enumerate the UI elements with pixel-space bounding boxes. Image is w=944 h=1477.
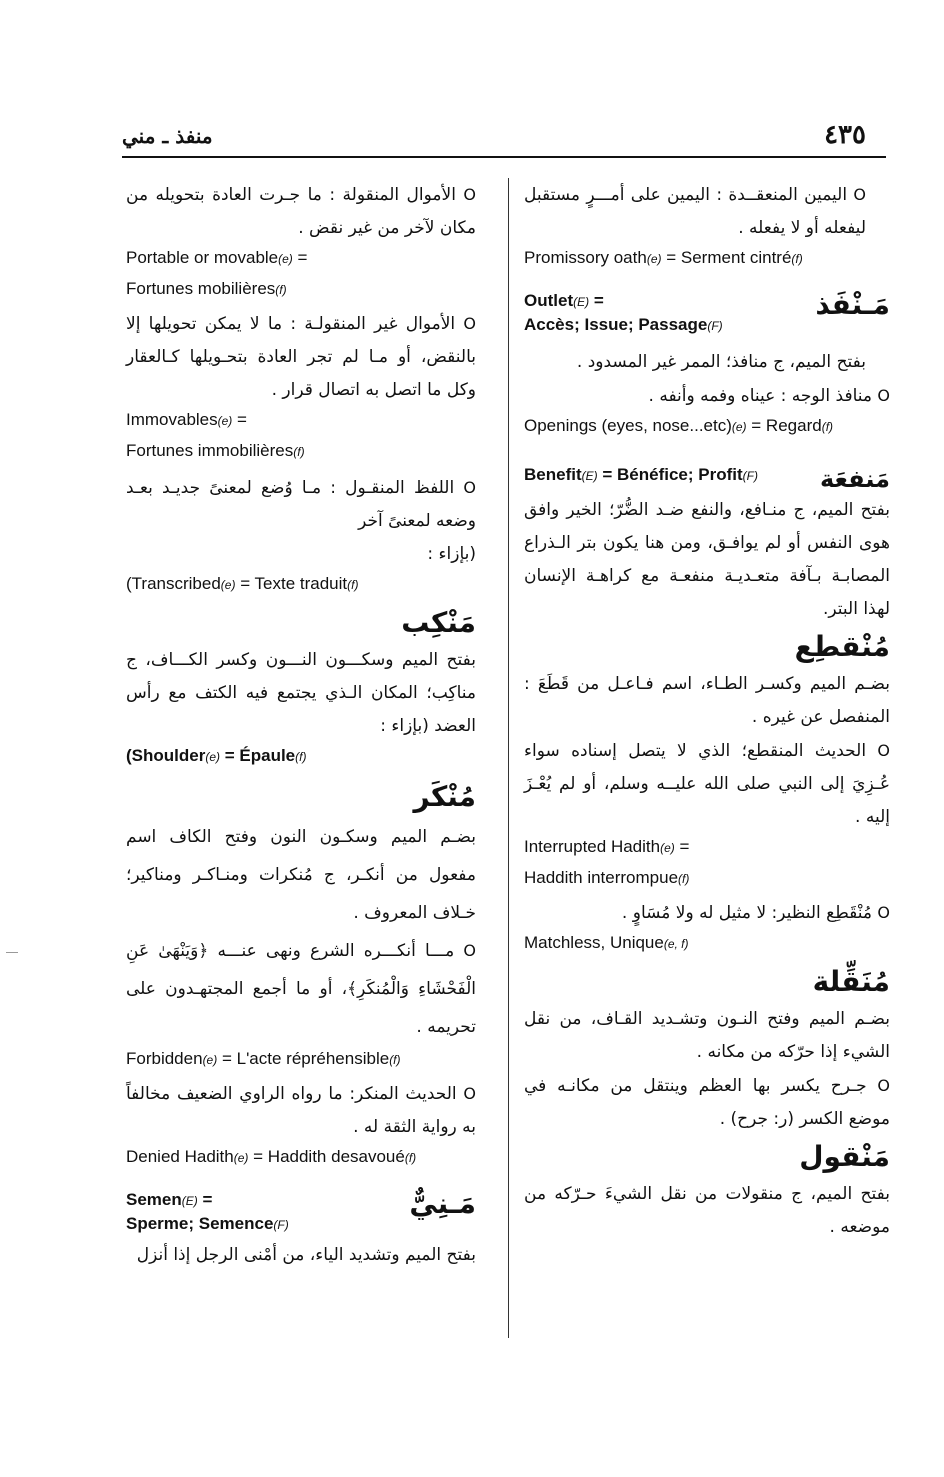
entry-sub-text: O جـرح يكسر بها العظم وينتقل من مكانـه في موضع الكسر (ر: جرح) . xyxy=(524,1076,891,1129)
entry-sub-text: O منافذ الوجه : عيناه وفمه وأنفه . xyxy=(648,386,890,406)
entry-sub-text: (بإزاء : xyxy=(427,544,476,564)
entry-translation: Forbidden(e) = L'acte répréhensible(f) xyxy=(126,1049,401,1068)
headword-row xyxy=(524,458,890,494)
entry-translation: (Transcribed(e) = Texte traduit(f) xyxy=(126,574,359,593)
entry-definition: بفتح الميم، ج منقولات من نقل الشيءَ حـرّكه من موضعه . xyxy=(524,1184,890,1237)
entry-translation: Fortunes immobilières(f) xyxy=(126,441,305,460)
entry-definition: بضـم الميم وكسـر الطـاء، اسم فـاعـل من قَطَعَ : المنفصل عن غيره . xyxy=(524,674,890,727)
entry-translation: Immovables(e) = xyxy=(126,410,247,429)
entry-sub-text: O اللفظ المنقـول : مـا وُضع لمعنىً جديـد بعـد وضعه لمعنىً آخر xyxy=(126,478,476,531)
entry-translation: Haddith interrompue(f) xyxy=(524,868,690,887)
headword-translation: Outlet(E) = xyxy=(524,291,604,310)
column-divider xyxy=(508,178,509,1338)
headword: مُنْكَر xyxy=(413,780,476,813)
headword-row xyxy=(524,284,890,336)
headword: مَـنْفَذ xyxy=(815,288,890,321)
page-header xyxy=(122,118,886,158)
entry-sub-text: O مـــا أنكـــره الشرع ونهى عنـــه ﴿وَيَنْهَىٰ عَنِ الْفَحْشَاءِ وَالْمُنكَرِ﴾، أو ما أجمع المجتهـدون على تحريمه . xyxy=(126,941,477,1037)
entry-sub-text: O الحديث المنقطع؛ الذي لا يتصل إسناده سواء عُـزِيَ إلى النبي صلى الله عليــه وسلم، أو لم يُعْـزَ إليه . xyxy=(524,741,890,827)
headword-translation: Semen(E) = xyxy=(126,1190,213,1209)
headword: مَنْكِب xyxy=(401,606,476,639)
entry-definition: بفتح الميم وسكـــون النـــون وكسر الكـــاف، ج مناكِب؛ المكان الـذي يجتمع فيه الكتف مع رأس العضد (بإزاء : xyxy=(126,650,476,736)
headword: مُنْقطِع xyxy=(794,630,890,663)
entry-translation: Portable or movable(e) = xyxy=(126,248,308,267)
headword-translation: Benefit(E) = Bénéfice; Profit(F) xyxy=(524,465,758,484)
headword-translation: Accès; Issue; Passage(F) xyxy=(524,315,723,334)
headword: مَـنِيٌّ xyxy=(409,1187,476,1220)
entry-definition: بفتح الميم وتشديد الياء، من أمْنى الرجل إذا أنزل xyxy=(136,1245,476,1265)
entry-definition: بفتح الميم، ج منافذ؛ الممر غير المسدود . xyxy=(576,352,866,372)
entry-translation: Fortunes mobilières(f) xyxy=(126,279,287,298)
margin-mark xyxy=(6,952,18,953)
entry-translation: Promissory oath(e) = Serment cintré(f) xyxy=(524,248,803,267)
entry-sub-text: O الأموال غير المنقولـة : ما لا يمكن تحويلها إلا بالنقض، أو مـا لم تجر العادة بتحـويلها كـالعقار وكل ما اتصل به اتصال قرار . xyxy=(126,314,476,400)
entry-sub-text: O الحديث المنكر: ما رواه الراوي الضعيف مخالفاً به رواية الثقة له . xyxy=(126,1084,477,1137)
headword-translation: Sperme; Semence(F) xyxy=(126,1214,289,1233)
right-column xyxy=(524,178,890,1244)
entry-definition: بضـم الميم وسكـون النون وفتح الكاف اسم مفعول من أنكـر، ج مُنكرات ومنـاكـر ومناكير؛ خـلاف المعروف . xyxy=(126,827,476,923)
entry-translation: Matchless, Unique(e, f) xyxy=(524,933,689,952)
entry-translation: Denied Hadith(e) = Haddith desavoué(f) xyxy=(126,1147,417,1166)
entry-sub-text: O اليمين المنعقــدة : اليمين على أمـــرٍ مستقبل ليفعله أو لا يفعله . xyxy=(524,185,866,238)
headword: مَنْقول xyxy=(799,1140,890,1173)
headword-row xyxy=(126,1183,476,1235)
entry-sub-text: O الأموال المنقولة : ما جـرت العادة بتحويله من مكان لآخر من غير نقض . xyxy=(126,185,477,238)
entry-translation: Interrupted Hadith(e) = xyxy=(524,837,690,856)
entry-definition: بفتح الميم، ج منـافع، والنفع ضـد الضُّرّ؛ الخير وافق هوى النفس أو لم يوافـق، ومن هنا يكون بتر الـذراع المصابـة بـآفة متعـديـة منفعـة مع كراهـة الإنسان لهذا البتر. xyxy=(524,500,890,619)
headword: مَنفعَة xyxy=(819,465,890,493)
entry-sub-text: O مُنْقَطِع النظير: لا مثيل له ولا مُسَاوٍ . xyxy=(621,903,890,923)
headword: مُنَقِّلة xyxy=(812,965,890,998)
page-number: ٤٣٥ xyxy=(824,120,866,150)
entry-definition: بضـم الميم وفتح النـون وتشـديد القـاف، من نقل الشيء إذا حرّكه من مكانه . xyxy=(524,1009,890,1062)
running-head: منفذ ـ مني xyxy=(122,124,213,148)
entry-translation: Openings (eyes, nose...etc)(e) = Regard(f) xyxy=(524,416,834,435)
left-column xyxy=(126,178,476,1272)
entry-translation: (Shoulder(e) = Épaule(f) xyxy=(126,746,307,765)
